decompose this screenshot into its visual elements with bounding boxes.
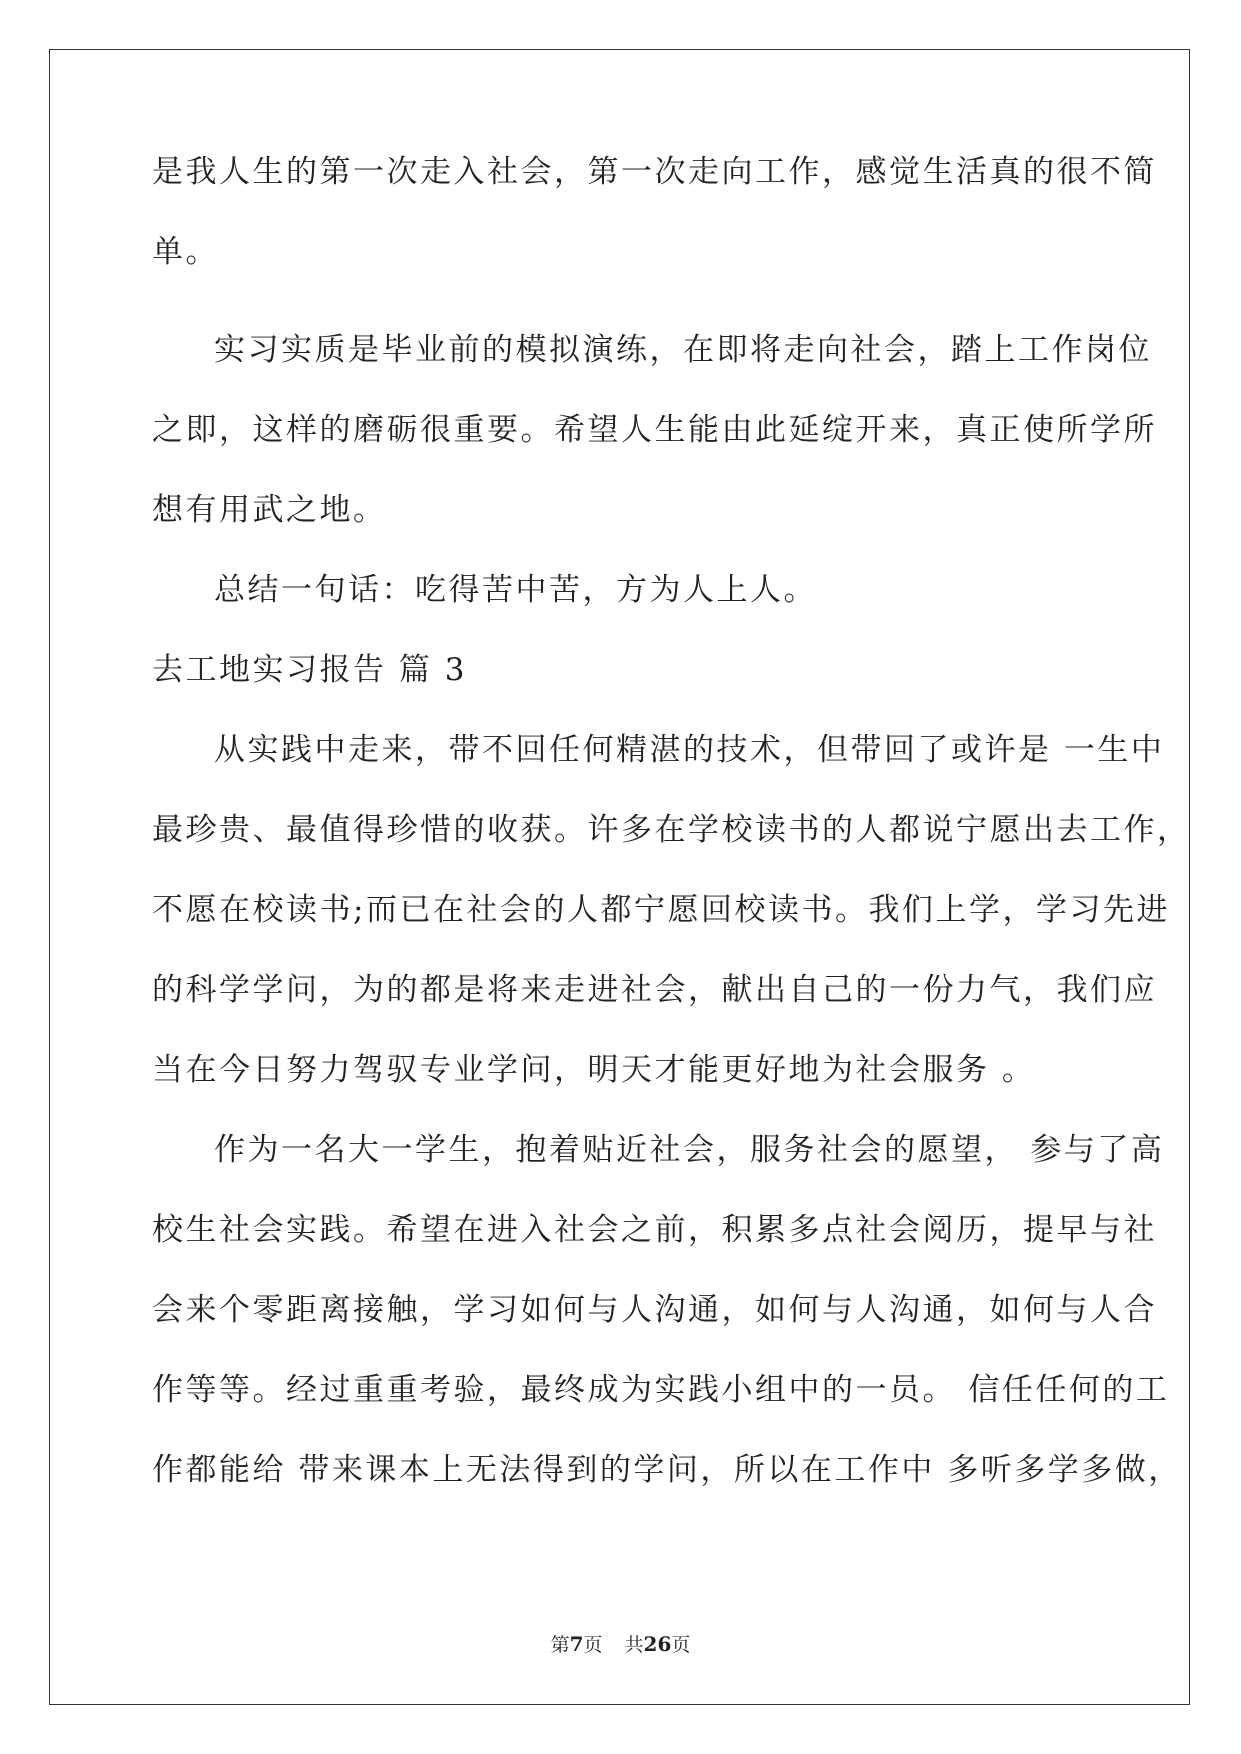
page-number-total: 26 [643, 1632, 672, 1656]
text-line: 是我人生的第一次走入社会，第一次走向工作，感觉生活真的很不简 [152, 154, 1157, 190]
text-line: 实习实质是毕业前的模拟演练，在即将走向社会，踏上工作岗位 [214, 332, 1152, 368]
text-line: 单。 [152, 234, 219, 270]
text-line: 之即，这样的磨砺很重要。希望人生能由此延绽开来，真正使所学所 [152, 412, 1157, 448]
text-line: 作等等。经过重重考验，最终成为实践小组中的一员。 信任任何的工 [152, 1372, 1170, 1408]
section-heading: 去工地实习报告 篇 3 [152, 652, 467, 688]
text-line: 当在今日努力驾驭专业学问，明天才能更好地为社会服务 。 [152, 1052, 1036, 1088]
text-line: 作为一名大一学生，抱着贴近社会，服务社会的愿望， 参与了高 [214, 1132, 1165, 1168]
text-line: 作都能给 带来课本上无法得到的学问，所以在工作中 多听多学多做， [152, 1452, 1182, 1488]
page-total-unit: 页 [671, 1634, 691, 1656]
page-number-current: 7 [569, 1632, 584, 1656]
text-line: 的科学学问，为的都是将来走进社会，献出自己的一份力气，我们应 [152, 972, 1157, 1008]
text-line: 想有用武之地。 [152, 492, 387, 528]
text-line: 从实践中走来，带不回任何精湛的技术，但带回了或许是 一生中 [214, 732, 1165, 768]
page-number-prefix: 第 [550, 1634, 570, 1656]
text-line: 最珍贵、最值得珍惜的收获。许多在学校读书的人都说宁愿出去工作， [152, 812, 1191, 848]
page-number-unit: 页 [583, 1634, 603, 1656]
page-total-prefix: 共 [624, 1634, 644, 1656]
text-line: 不愿在校读书;而已在社会的人都宁愿回校读书。我们上学，学习先进 [152, 892, 1170, 928]
text-line: 校生社会实践。希望在进入社会之前，积累多点社会阅历，提早与社 [152, 1212, 1157, 1248]
text-line: 总结一句话：吃得苦中苦，方为人上人。 [214, 572, 817, 608]
text-line: 会来个零距离接触，学习如何与人沟通，如何与人沟通，如何与人合 [152, 1292, 1157, 1328]
page-footer [0, 1632, 1241, 1657]
